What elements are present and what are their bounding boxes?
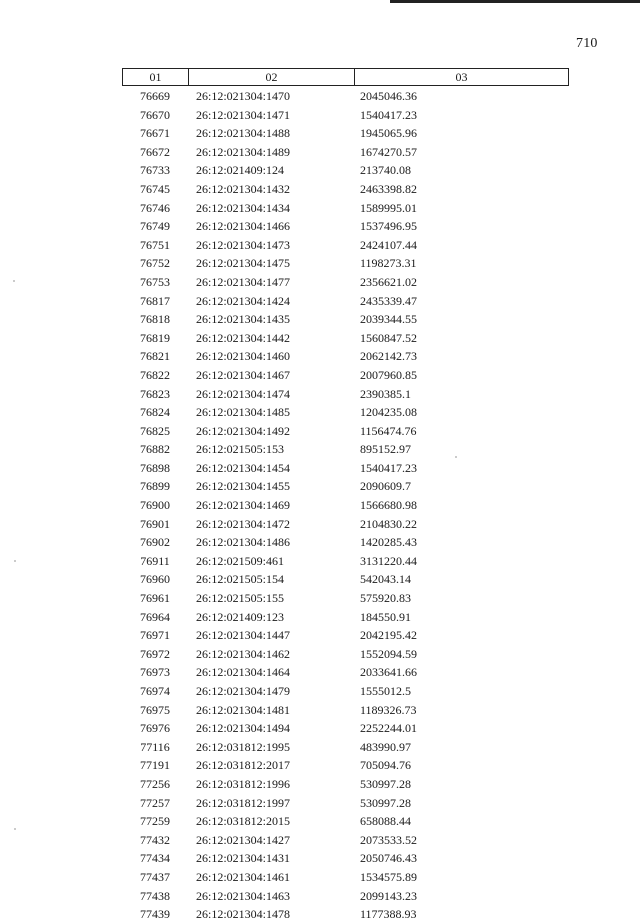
cadastral-number-cell: 26:12:021304:1481 [196, 702, 291, 717]
cadastral-number-cell: 26:12:021509:461 [196, 553, 285, 568]
table-row [122, 347, 569, 366]
row-id-cell: 76972 [140, 646, 170, 661]
cadastral-number-cell: 26:12:021505:153 [196, 442, 285, 457]
table-row [122, 310, 569, 329]
table-row [122, 794, 569, 813]
row-id-cell: 76825 [140, 423, 170, 438]
table-row [122, 831, 569, 850]
row-id-cell: 77116 [140, 739, 170, 754]
row-id-cell: 76971 [140, 628, 170, 643]
table-body [122, 87, 569, 924]
table-row [122, 87, 569, 106]
value-cell: 2099143.23 [360, 888, 417, 903]
table-row [122, 701, 569, 720]
row-id-cell: 77432 [140, 832, 170, 847]
row-id-cell: 76901 [140, 516, 170, 531]
cadastral-number-cell: 26:12:021304:1447 [196, 628, 291, 643]
value-cell: 1189326.73 [360, 702, 417, 717]
row-id-cell: 77438 [140, 888, 170, 903]
cadastral-number-cell: 26:12:021304:1460 [196, 349, 291, 364]
table-row [122, 477, 569, 496]
cadastral-number-cell: 26:12:021304:1427 [196, 832, 291, 847]
cadastral-number-cell: 26:12:021304:1434 [196, 200, 291, 215]
table-row [122, 440, 569, 459]
row-id-cell: 76975 [140, 702, 170, 717]
value-cell: 2356621.02 [360, 274, 417, 289]
row-id-cell: 76824 [140, 405, 170, 420]
table-row [122, 663, 569, 682]
table-row [122, 756, 569, 775]
value-cell: 1198273.31 [360, 256, 417, 271]
cadastral-number-cell: 26:12:021304:1466 [196, 219, 291, 234]
row-id-cell: 76961 [140, 591, 170, 606]
table-row [122, 273, 569, 292]
row-id-cell: 76823 [140, 386, 170, 401]
row-id-cell: 76882 [140, 442, 170, 457]
cadastral-number-cell: 26:12:021304:1473 [196, 237, 291, 252]
cadastral-number-cell: 26:12:021304:1455 [196, 479, 291, 494]
value-cell: 1674270.57 [360, 144, 417, 159]
cadastral-number-cell: 26:12:021304:1469 [196, 498, 291, 513]
cadastral-number-cell: 26:12:021304:1454 [196, 460, 291, 475]
value-cell: 1560847.52 [360, 330, 417, 345]
table-row [122, 589, 569, 608]
value-cell: 2463398.82 [360, 181, 417, 196]
value-cell: 2045046.36 [360, 89, 417, 103]
value-cell: 2390385.1 [360, 386, 411, 401]
row-id-cell: 76911 [140, 553, 170, 568]
row-id-cell: 76900 [140, 498, 170, 513]
cadastral-number-cell: 26:12:021304:1489 [196, 144, 291, 159]
table-row [122, 738, 569, 757]
cadastral-number-cell: 26:12:021304:1494 [196, 721, 291, 736]
table-row [122, 459, 569, 478]
table-row [122, 905, 569, 924]
column-header-03: 03 [455, 70, 468, 84]
row-id-cell: 76898 [140, 460, 170, 475]
table-row [122, 868, 569, 887]
data-table [122, 68, 569, 924]
table-row [122, 849, 569, 868]
table-row [122, 161, 569, 180]
cadastral-number-cell: 26:12:021505:154 [196, 572, 285, 587]
row-id-cell: 76751 [140, 237, 170, 252]
cadastral-number-cell: 26:12:031812:2017 [196, 758, 291, 773]
row-id-cell: 76822 [140, 367, 170, 382]
cadastral-number-cell: 26:12:021304:1478 [196, 907, 291, 922]
table-row [122, 533, 569, 552]
cadastral-number-cell: 26:12:021304:1471 [196, 107, 291, 122]
row-id-cell: 76973 [140, 665, 170, 680]
table-row [122, 515, 569, 534]
row-id-cell: 76670 [140, 107, 170, 122]
cadastral-number-cell: 26:12:021409:123 [196, 609, 285, 624]
value-cell: 1204235.08 [360, 405, 417, 420]
row-id-cell: 76745 [140, 181, 170, 196]
value-cell: 542043.14 [360, 572, 411, 587]
cadastral-number-cell: 26:12:021304:1431 [196, 851, 291, 866]
row-id-cell: 76753 [140, 274, 170, 289]
row-id-cell: 76746 [140, 200, 170, 215]
value-cell: 2252244.01 [360, 721, 417, 736]
row-id-cell: 77434 [140, 851, 170, 866]
table-row [122, 496, 569, 515]
cadastral-number-cell: 26:12:021304:1477 [196, 274, 291, 289]
value-cell: 895152.97 [360, 442, 411, 457]
value-cell: 1156474.76 [360, 423, 417, 438]
table-row [122, 236, 569, 255]
cadastral-number-cell: 26:12:021304:1492 [196, 423, 291, 438]
value-cell: 1589995.01 [360, 200, 417, 215]
cadastral-number-cell: 26:12:021304:1488 [196, 126, 291, 141]
value-cell: 1537496.95 [360, 219, 417, 234]
table-row [122, 422, 569, 441]
value-cell: 2104830.22 [360, 516, 417, 531]
cadastral-number-cell: 26:12:021304:1486 [196, 535, 291, 550]
value-cell: 1177388.93 [360, 907, 417, 922]
value-cell: 2007960.85 [360, 367, 417, 382]
cadastral-number-cell: 26:12:021505:155 [196, 591, 285, 606]
table-row [122, 143, 569, 162]
value-cell: 3131220.44 [360, 553, 417, 568]
cadastral-number-cell: 26:12:021304:1479 [196, 684, 291, 698]
value-cell: 658088.44 [360, 814, 411, 829]
table-row [122, 329, 569, 348]
value-cell: 1552094.59 [360, 646, 417, 661]
table-row [122, 124, 569, 143]
row-id-cell: 76752 [140, 256, 170, 271]
value-cell: 530997.28 [360, 776, 411, 791]
cadastral-number-cell: 26:12:031812:1995 [196, 739, 291, 754]
value-cell: 2073533.52 [360, 832, 417, 847]
value-cell: 1540417.23 [360, 460, 417, 475]
cadastral-number-cell: 26:12:021304:1462 [196, 646, 291, 661]
value-cell: 2424107.44 [360, 237, 417, 252]
row-id-cell: 77257 [140, 795, 170, 810]
row-id-cell: 76671 [140, 126, 170, 141]
row-id-cell: 76672 [140, 144, 170, 159]
table-row [122, 385, 569, 404]
cadastral-number-cell: 26:12:021304:1463 [196, 888, 291, 903]
table-row [122, 812, 569, 831]
value-cell: 1534575.89 [360, 869, 417, 884]
cadastral-number-cell: 26:12:021304:1485 [196, 405, 291, 420]
value-cell: 2062142.73 [360, 349, 417, 364]
table-row [122, 292, 569, 311]
row-id-cell: 77259 [140, 814, 170, 829]
cadastral-number-cell: 26:12:021304:1432 [196, 181, 291, 196]
table-row [122, 775, 569, 794]
cadastral-number-cell: 26:12:021304:1470 [196, 89, 291, 103]
row-id-cell: 76976 [140, 721, 170, 736]
row-id-cell: 76817 [140, 293, 170, 308]
row-id-cell: 76818 [140, 312, 170, 327]
table-row [122, 608, 569, 627]
table-row [122, 626, 569, 645]
row-id-cell: 77437 [140, 869, 170, 884]
top-rule [390, 0, 640, 3]
table-row [122, 180, 569, 199]
row-id-cell: 77191 [140, 758, 170, 773]
cadastral-number-cell: 26:12:021304:1442 [196, 330, 291, 345]
scan-speck [14, 828, 16, 830]
table-row [122, 366, 569, 385]
row-id-cell: 77439 [140, 907, 170, 922]
value-cell: 1420285.43 [360, 535, 417, 550]
cadastral-number-cell: 26:12:021409:124 [196, 163, 285, 178]
value-cell: 1540417.23 [360, 107, 417, 122]
row-id-cell: 76819 [140, 330, 170, 345]
row-id-cell: 77256 [140, 776, 170, 791]
cadastral-number-cell: 26:12:021304:1475 [196, 256, 291, 271]
row-id-cell: 76821 [140, 349, 170, 364]
column-header-01: 01 [123, 69, 189, 85]
table-row [122, 887, 569, 906]
row-id-cell: 76733 [140, 163, 170, 178]
value-cell: 1555012.5 [360, 684, 411, 698]
scan-speck [14, 560, 16, 562]
column-header-02: 02 [189, 69, 355, 85]
table-row [122, 217, 569, 236]
cadastral-number-cell: 26:12:031812:1997 [196, 795, 291, 810]
table-row [122, 682, 569, 701]
value-cell: 2039344.55 [360, 312, 417, 327]
row-id-cell: 76902 [140, 535, 170, 550]
table-row [122, 199, 569, 218]
value-cell: 483990.97 [360, 739, 411, 754]
row-id-cell: 76960 [140, 572, 170, 587]
value-cell: 2033641.66 [360, 665, 417, 680]
cadastral-number-cell: 26:12:021304:1472 [196, 516, 291, 531]
cadastral-number-cell: 26:12:021304:1474 [196, 386, 291, 401]
value-cell: 1945065.96 [360, 126, 417, 141]
cadastral-number-cell: 26:12:021304:1424 [196, 293, 291, 308]
table-row [122, 403, 569, 422]
cadastral-number-cell: 26:12:031812:2015 [196, 814, 291, 829]
row-id-cell: 76749 [140, 219, 170, 234]
value-cell: 184550.91 [360, 609, 411, 624]
table-row [122, 254, 569, 273]
cadastral-number-cell: 26:12:021304:1461 [196, 869, 291, 884]
value-cell: 213740.08 [360, 163, 411, 178]
cadastral-number-cell: 26:12:021304:1435 [196, 312, 291, 327]
value-cell: 2090609.7 [360, 479, 411, 494]
table-row [122, 719, 569, 738]
row-id-cell: 76669 [140, 89, 170, 103]
page-number: 710 [576, 36, 598, 51]
row-id-cell: 76964 [140, 609, 170, 624]
value-cell: 575920.83 [360, 591, 411, 606]
cadastral-number-cell: 26:12:031812:1996 [196, 776, 291, 791]
table-row [122, 570, 569, 589]
value-cell: 705094.76 [360, 758, 411, 773]
value-cell: 2042195.42 [360, 628, 417, 643]
value-cell: 2435339.47 [360, 293, 417, 308]
table-row [122, 645, 569, 664]
table-row [122, 552, 569, 571]
value-cell: 530997.28 [360, 795, 411, 810]
value-cell: 2050746.43 [360, 851, 417, 866]
row-id-cell: 76974 [140, 684, 170, 698]
table-header [122, 68, 569, 86]
value-cell: 1566680.98 [360, 498, 417, 513]
table-row [122, 106, 569, 125]
cadastral-number-cell: 26:12:021304:1464 [196, 665, 291, 680]
row-id-cell: 76899 [140, 479, 170, 494]
scan-speck [13, 280, 15, 282]
cadastral-number-cell: 26:12:021304:1467 [196, 367, 291, 382]
